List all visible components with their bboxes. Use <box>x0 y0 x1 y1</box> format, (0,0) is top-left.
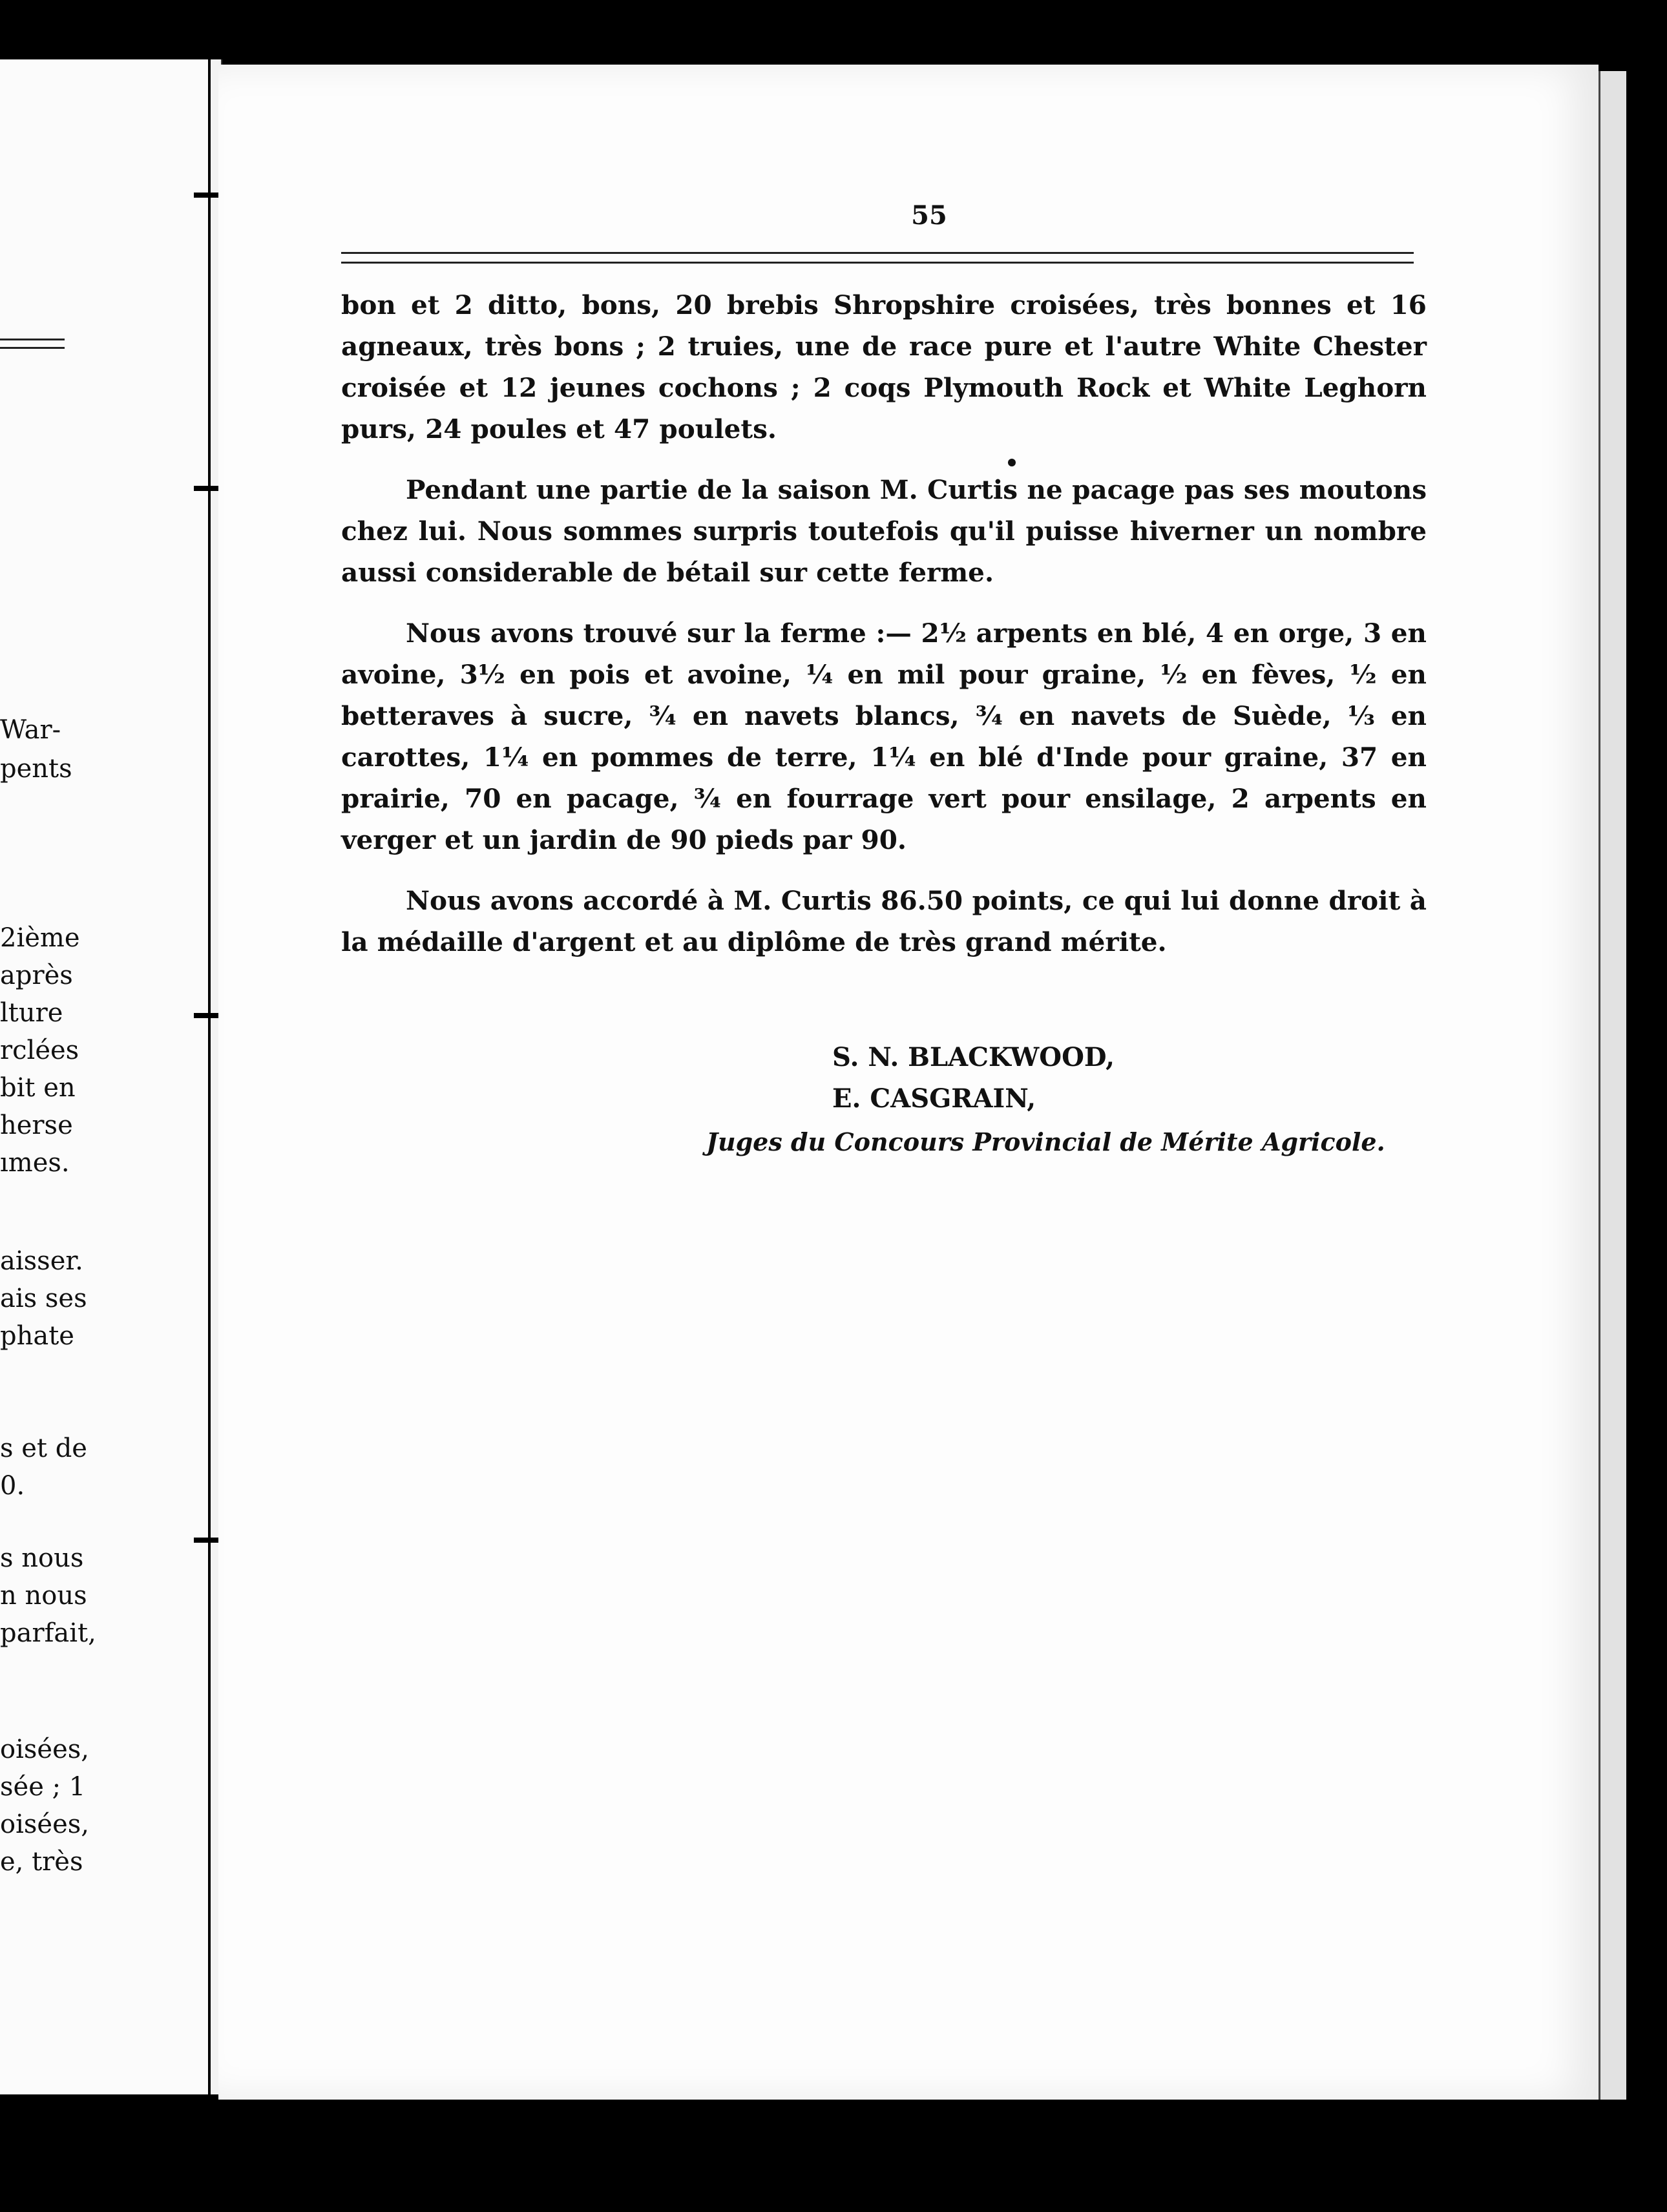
paragraph: Nous avons accordé à M. Curtis 86.50 points, ce qui lui donne droit à la médaille d'argent et au diplôme de très grand mérite. <box>341 885 1427 957</box>
left-page-fragment: après <box>0 961 73 990</box>
left-page-fragment: parfait, <box>0 1618 96 1648</box>
left-page-fragment: ımes. <box>0 1148 70 1178</box>
left-page-fragment: sée ; 1 <box>0 1772 86 1802</box>
signatory-name: S. N. BLACKWOOD, <box>832 1042 1115 1072</box>
page <box>218 65 1599 2100</box>
body-text <box>341 284 1427 982</box>
left-page-fragment: oisées, <box>0 1810 89 1839</box>
signatory-name: E. CASGRAIN, <box>832 1083 1036 1114</box>
left-page-fragment: 2ième <box>0 923 80 953</box>
page-number: 55 <box>911 200 947 231</box>
left-page-fragment: bit en <box>0 1073 76 1103</box>
left-page-fragment: e, très <box>0 1847 83 1877</box>
left-page-fragment: aisser. <box>0 1246 83 1276</box>
left-page-fragment: 0. <box>0 1471 25 1501</box>
ink-speck <box>1008 459 1016 466</box>
paragraph: Nous avons trouvé sur la ferme :— 2½ arpents en blé, 4 en orge, 3 en avoine, 3½ en pois et avoine, ¼ en mil pour graine, ½ en fèves, ½ en betteraves à sucre, ¾ en navets blancs, ¾ en navets de Suède, ⅓ en carottes, 1¼ en pommes de terre, 1¼ en blé d'Inde pour graine, 37 en prairie, 70 en pacage, ¾ en fourrage vert pour ensilage, 2 arpents en verger et un jardin de 90 pieds par 90. <box>341 618 1427 855</box>
left-page-fragment: herse <box>0 1111 73 1140</box>
left-page-fragment: lture <box>0 998 63 1028</box>
previous-page-edge <box>0 59 208 2094</box>
left-page-fragment: s et de <box>0 1434 87 1463</box>
left-page-fragment: n nous <box>0 1581 87 1611</box>
left-page-fragment: phate <box>0 1321 74 1351</box>
left-page-rule <box>0 339 65 349</box>
left-page-fragment: rclées <box>0 1036 79 1065</box>
header-rule <box>341 252 1414 264</box>
left-page-fragment: oisées, <box>0 1735 89 1764</box>
left-page-fragment: pents <box>0 754 72 784</box>
page-edge <box>1599 71 1626 2100</box>
paragraph: Pendant une partie de la saison M. Curtis ne pacage pas ses moutons chez lui. Nous sommes surpris toutefois qu'il puisse hiverner un nombre aussi considerable de bétail sur cette ferme. <box>341 474 1427 588</box>
paragraph: bon et 2 ditto, bons, 20 brebis Shropshire croisées, très bonnes et 16 agneaux, très bons ; 2 truies, une de race pure et l'autre White Chester croisée et 12 jeunes cochons ; 2 coqs Plymouth Rock et White Leghorn purs, 24 poules et 47 poulets. <box>341 289 1427 444</box>
left-page-fragment: War- <box>0 715 61 745</box>
judges-title: Juges du Concours Provincial de Mérite Agricole. <box>706 1127 1385 1156</box>
left-page-fragment: s nous <box>0 1543 84 1573</box>
signature-block <box>832 1037 1115 1120</box>
left-page-fragment: ais ses <box>0 1284 87 1313</box>
